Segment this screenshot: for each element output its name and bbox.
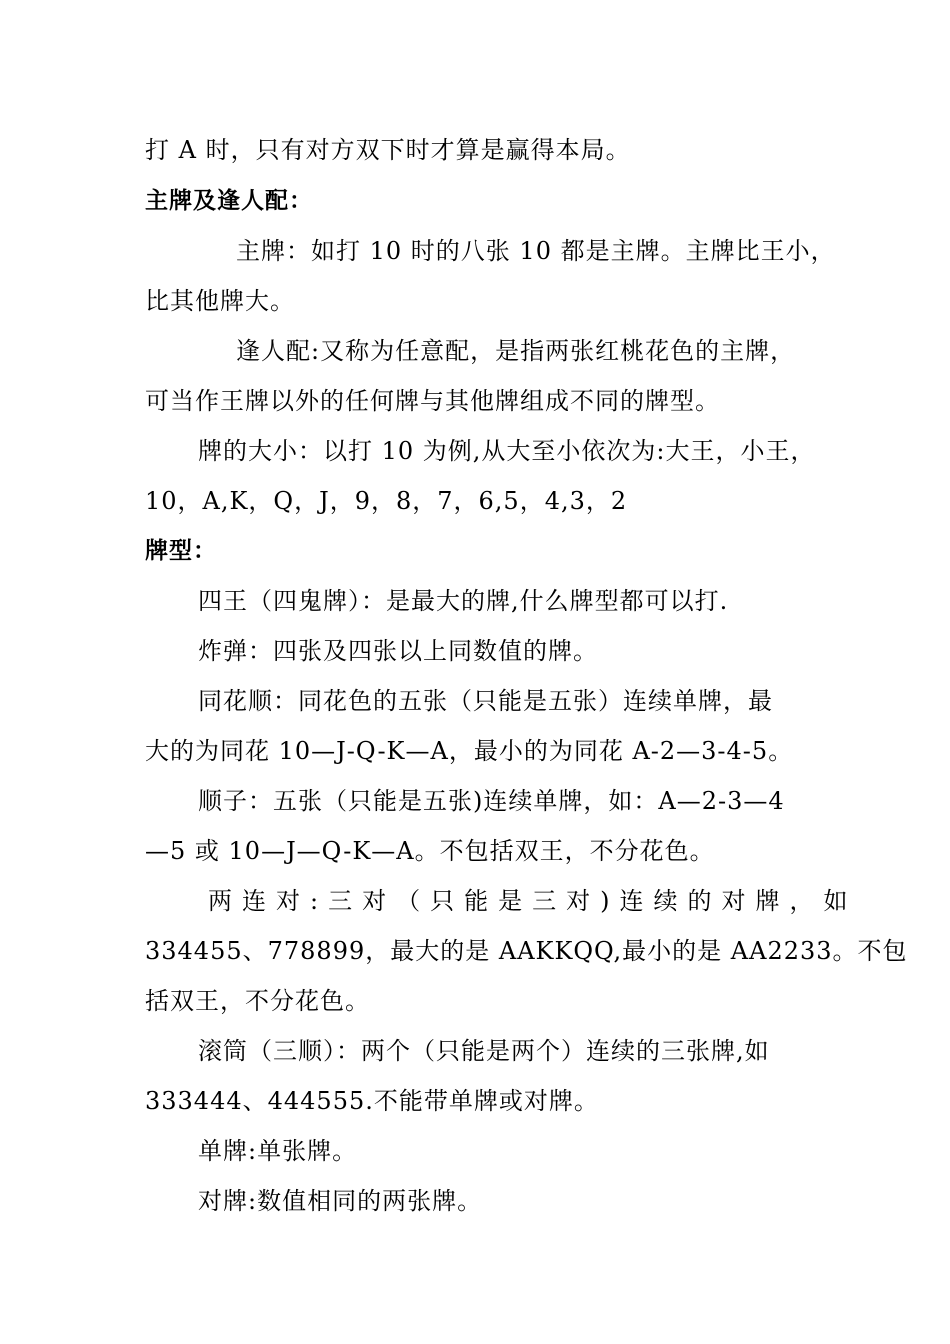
paragraph-line: 主牌：如打 10 时的八张 10 都是主牌。主牌比王小， — [236, 237, 836, 265]
paragraph-line: 可当作王牌以外的任何牌与其他牌组成不同的牌型。 — [145, 387, 720, 415]
paragraph-line: 四王（四鬼牌）：是最大的牌,什么牌型都可以打. — [198, 587, 729, 615]
paragraph-line: 两连对:三对（只能是三对)连续的对牌，如 — [208, 887, 858, 915]
paragraph-line: 10，A,K，Q，J，9，8，7，6,5，4,3，2 — [145, 487, 628, 515]
paragraph-line: 括双王，不分花色。 — [145, 987, 370, 1015]
paragraph-line: 同花顺：同花色的五张（只能是五张）连续单牌，最 — [198, 687, 773, 715]
paragraph-line: 炸弹：四张及四张以上同数值的牌。 — [198, 637, 598, 665]
paragraph-line: 顺子：五张（只能是五张)连续单牌，如：A—2-3—4 — [198, 787, 785, 815]
paragraph-line: 333444、444555.不能带单牌或对牌。 — [145, 1087, 599, 1115]
paragraph-line: 单牌:单张牌。 — [198, 1137, 358, 1165]
paragraph-line: 滚筒（三顺）：两个（只能是两个）连续的三张牌,如 — [198, 1037, 770, 1065]
paragraph-line: 大的为同花 10—J-Q-K—A，最小的为同花 A-2—3-4-5。 — [145, 737, 794, 765]
paragraph-line: 打 A 时，只有对方双下时才算是赢得本局。 — [145, 136, 631, 164]
paragraph-line: 比其他牌大。 — [145, 287, 295, 315]
section-heading-main-cards: 主牌及逢人配： — [145, 188, 313, 214]
paragraph-line: 334455、778899，最大的是 AAKKQQ,最小的是 AA2233。不包 — [145, 937, 908, 965]
paragraph-line: —5 或 10—J—Q-K—A。不包括双王，不分花色。 — [145, 837, 715, 865]
paragraph-line: 对牌:数值相同的两张牌。 — [198, 1187, 483, 1215]
paragraph-line: 牌的大小：以打 10 为例,从大至小依次为:大王，小王， — [198, 437, 816, 465]
paragraph-line: 逢人配:又称为任意配，是指两张红桃花色的主牌， — [236, 337, 796, 365]
section-heading-card-types: 牌型： — [145, 538, 217, 564]
